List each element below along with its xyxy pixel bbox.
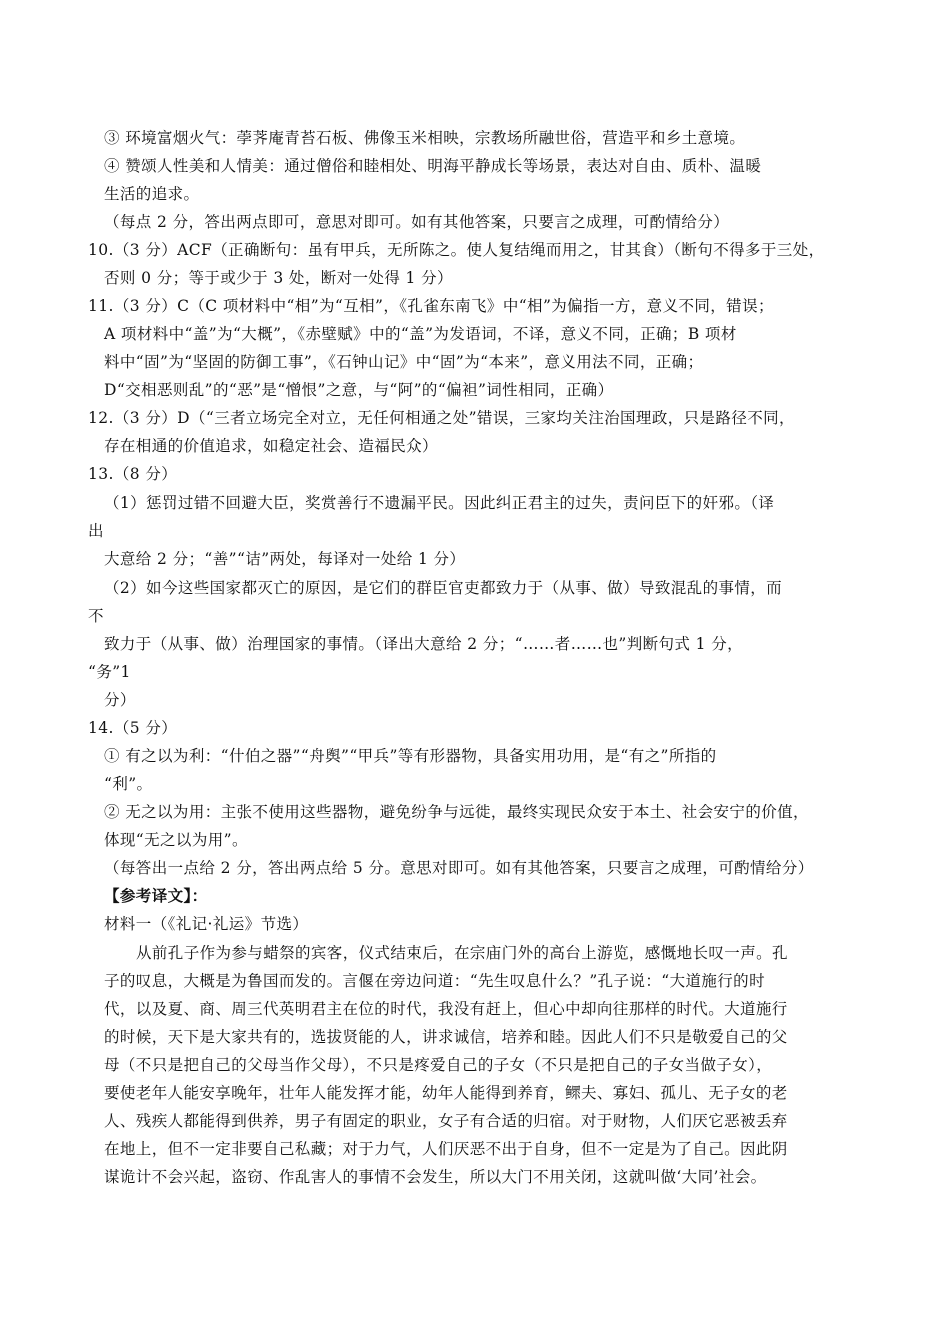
answer-13-part-2-end: 分） — [104, 691, 136, 709]
answer-13-heading: 13.（8 分） — [88, 465, 178, 483]
answer-10-cont: 否则 0 分；等于或少于 3 处，断对一处得 1 分） — [104, 269, 453, 287]
translation-line-8: 在地上，但不一定非要自己私藏；对于力气，人们厌恶不出于自身，但不一定是为了自己。因此阴 — [104, 1140, 788, 1158]
answer-13-part-2-wrap: 不 — [88, 607, 104, 625]
reference-translation-heading: 【参考译文】： — [104, 886, 208, 905]
translation-line-4: 的时候，天下是大家共有的，选拔贤能的人，讲求诚信，培养和睦。因此人们不只是敬爱自己的父 — [104, 1028, 788, 1046]
answer-13-part-1-wrap: 出 — [88, 522, 104, 540]
answer-14-point-1: ① 有之以为利：“什伯之器”“舟舆”“甲兵”等有形器物，具备实用功用，是“有之”所指的 — [104, 747, 717, 765]
material-1-title: 材料一（《礼记·礼运》节选） — [104, 915, 309, 933]
answer-10: 10.（3 分）ACF（正确断句：虽有甲兵，无所陈之。使人复结绳而用之，甘其食）（断句不得多于三处， — [88, 241, 825, 259]
answer-9-point-3: ③ 环境富烟火气：荸荠庵青苔石板、佛像玉米相映，宗教场所融世俗，营造平和乡土意境。 — [104, 129, 746, 147]
translation-line-7: 人、残疾人都能得到供养，男子有固定的职业，女子有合适的归宿。对于财物，人们厌它恶被丢弃 — [104, 1112, 788, 1130]
answer-14-scoring: （每答出一点给 2 分，答出两点给 5 分。意思对即可。如有其他答案，只要言之成理，可酌情给分） — [104, 859, 814, 877]
answer-14-heading: 14.（5 分） — [88, 719, 178, 737]
answer-13-part-1-scoring: 大意给 2 分；“善”“诘”两处，每译对一处给 1 分） — [104, 550, 466, 568]
answer-14-point-1-cont: “利”。 — [104, 775, 153, 793]
answer-13-part-2-cont: 致力于（从事、做）治理国家的事情。（译出大意给 2 分；“……者……也”判断句式 1 分， — [104, 635, 744, 653]
answer-14-point-2: ② 无之以为用：主张不使用这些器物，避免纷争与远徙，最终实现民众安于本土、社会安宁的价值， — [104, 803, 809, 821]
answer-13-part-2: （2）如今这些国家都灭亡的原因，是它们的群臣官吏都致力于（从事、做）导致混乱的事情，而 — [104, 579, 783, 597]
answer-13-part-1: （1）惩罚过错不回避大臣，奖赏善行不遗漏平民。因此纠正君主的过失，责问臣下的奸邪。（译 — [104, 494, 775, 512]
translation-line-2: 子的叹息，大概是为鲁国而发的。言偃在旁边问道：“先生叹息什么？”孔子说：“大道施行的时 — [104, 972, 765, 990]
answer-11-cont-2: 料中“固”为“坚固的防御工事”，《石钟山记》中“固”为“本来”，意义用法不同，正确； — [104, 353, 704, 371]
translation-line-3: 代，以及夏、商、周三代英明君主在位的时代，我没有赶上，但心中却向往那样的时代。大道施行 — [104, 1000, 788, 1018]
translation-line-6: 要使老年人能安享晚年，壮年人能发挥才能，幼年人能得到养育，鳏夫、寡妇、孤儿、无子女的老 — [104, 1084, 788, 1102]
answer-13-part-2-wrap-2: “务”1 — [88, 663, 131, 681]
answer-11-cont-3: D“交相恶则乱”的“恶”是“憎恨”之意，与“阿”的“偏袒”词性相同，正确） — [104, 381, 614, 399]
answer-14-point-2-cont: 体现“无之以为用”。 — [104, 831, 248, 849]
answer-9-scoring: （每点 2 分，答出两点即可，意思对即可。如有其他答案，只要言之成理，可酌情给分） — [104, 213, 730, 231]
answer-9-point-4-cont: 生活的追求。 — [104, 185, 200, 203]
answer-9-point-4: ④ 赞颂人性美和人情美：通过僧俗和睦相处、明海平静成长等场景，表达对自由、质朴、温暖 — [104, 157, 762, 175]
answer-12: 12.（3 分）D（“三者立场完全对立，无任何相通之处”错误，三家均关注治国理政，只是路径不同， — [88, 409, 795, 427]
translation-line-1: 从前孔子作为参与蜡祭的宾客，仪式结束后，在宗庙门外的高台上游览，感慨地长叹一声。孔 — [136, 944, 788, 962]
translation-line-5: 母（不只是把自己的父母当作父母），不只是疼爱自己的子女（不只是把自己的子女当做子女）， — [104, 1056, 773, 1074]
answer-11: 11.（3 分）C（C 项材料中“相”为“互相”，《孔雀东南飞》中“相”为偏指一方，意义不同，错误； — [88, 297, 774, 315]
answer-11-cont-1: A 项材料中“盖”为“大概”，《赤壁赋》中的“盖”为发语词，不译，意义不同，正确；B 项材 — [104, 325, 737, 343]
translation-line-9: 谋诡计不会兴起，盗窃、作乱害人的事情不会发生，所以大门不用关闭，这就叫做‘大同’社会。 — [104, 1168, 767, 1186]
answer-12-cont: 存在相通的价值追求，如稳定社会、造福民众） — [104, 437, 438, 455]
